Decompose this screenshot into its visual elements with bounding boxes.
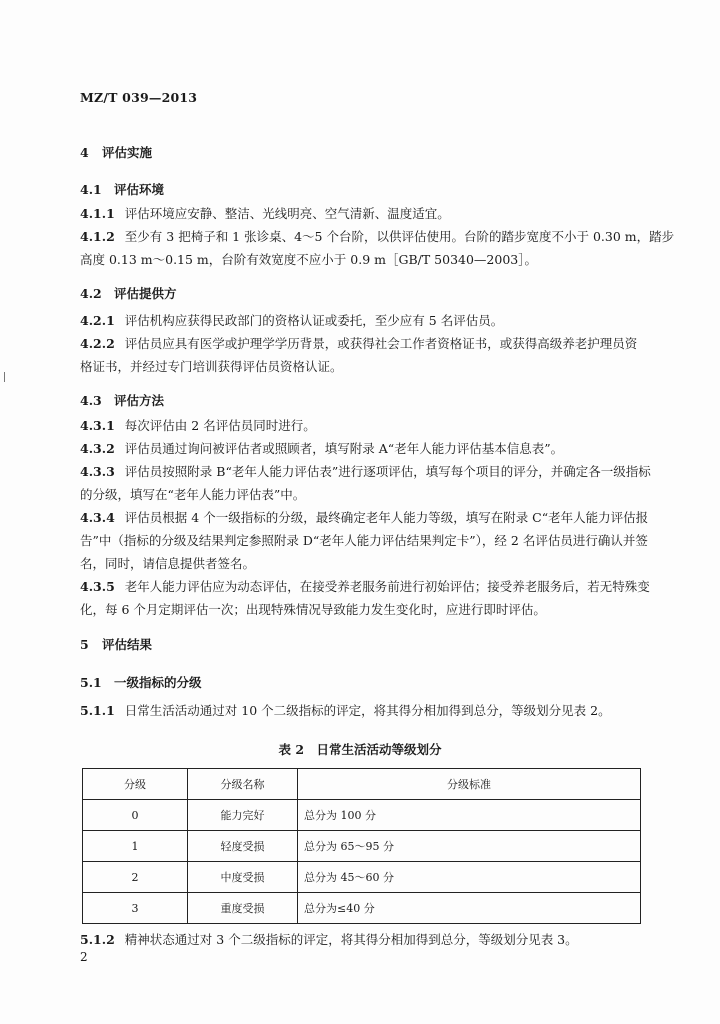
grade-criteria-cell: 总分为≤40 分 [298,893,641,924]
section-number: 5.1 [80,675,102,690]
clause-5-1-1 [80,699,640,722]
clause-4-3-4 [80,506,649,575]
grade-name-cell: 中度受损 [188,862,298,893]
clause-text: 化，每 6 个月定期评估一次；出现特殊情况导致能力发生变化时，应进行即时评估。 [80,602,546,617]
grade-level-cell: 2 [83,862,188,893]
table-row [83,893,641,924]
clause-text: 评估环境应安静、整洁、光线明亮、空气清新、温度适宜。 [124,206,450,221]
grade-level-cell: 1 [83,831,188,862]
clause-number: 4.1.2 [80,229,115,244]
clause-number: 4.3.5 [80,579,115,594]
table-caption: 表 2 日常生活活动等级划分 [278,742,442,757]
grade-name-cell: 能力完好 [188,800,298,831]
table-row [83,831,641,862]
section-5-heading [80,635,152,653]
clause-text: 老年人能力评估应为动态评估，在接受养老服务前进行初始评估；接受养老服务后，若无特殊变 [124,579,650,594]
clause-text: 每次评估由 2 名评估员同时进行。 [124,418,316,433]
grade-table [82,768,641,924]
clause-number: 4.2.2 [80,336,115,351]
grade-name-cell: 轻度受损 [188,831,298,862]
clause-4-3-2 [80,437,640,460]
column-header: 分级 [83,769,188,800]
section-5-1-heading [80,673,202,691]
clause-number: 5.1.1 [80,703,115,718]
clause-number: 4.3.3 [80,464,115,479]
clause-4-3-1 [80,414,640,437]
clause-text: 评估机构应获得民政部门的资格认证或委托，至少应有 5 名评估员。 [124,313,504,328]
clause-text: 精神状态通过对 3 个二级指标的评定，将其得分相加得到总分，等级划分见表 3。 [124,932,578,947]
grade-criteria-cell: 总分为 100 分 [298,800,641,831]
clause-text: 至少有 3 把椅子和 1 张诊桌、4～5 个台阶，以供评估使用。台阶的踏步宽度不小于 0.30 m，踏步 [124,229,675,244]
grade-criteria-cell: 总分为 45～60 分 [298,862,641,893]
section-title: 评估方法 [114,393,165,408]
clause-text: 高度 0.13 m～0.15 m，台阶有效宽度不应小于 0.9 m［GB/T 50340—2003］。 [80,252,537,267]
section-4-1-heading [80,180,164,198]
section-number: 4.3 [80,393,102,408]
section-title: 一级指标的分级 [114,675,202,690]
clause-number: 4.3.1 [80,418,115,433]
scan-edge-mark [4,372,5,382]
page-number: 2 [80,950,88,964]
clause-text: 评估员根据 4 个一级指标的分级，最终确定老年人能力等级，填写在附录 C“老年人能力评估报 [124,510,649,525]
section-4-3-heading [80,391,164,409]
clause-number: 4.3.4 [80,510,115,525]
clause-text: 格证书，并经过专门培训获得评估员资格认证。 [80,359,343,374]
section-title: 评估结果 [102,637,153,652]
section-number: 5 [80,637,89,652]
section-title: 评估提供方 [114,286,177,301]
clause-4-1-2 [80,225,675,271]
clause-text: 名，同时，请信息提供者签名。 [80,556,256,571]
clause-4-3-5 [80,575,650,621]
clause-4-1-1 [80,202,640,225]
clause-4-2-2 [80,332,640,378]
section-4-heading [80,143,152,161]
clause-4-3-3 [80,460,651,506]
grade-level-cell: 0 [83,800,188,831]
column-header: 分级名称 [188,769,298,800]
clause-text: 的分级，填写在“老年人能力评估表”中。 [80,487,306,502]
section-title: 评估环境 [114,182,165,197]
section-4-2-heading [80,284,177,302]
table-row [83,862,641,893]
clause-number: 4.1.1 [80,206,115,221]
standard-code: MZ/T 039—2013 [80,90,198,105]
grade-name-cell: 重度受损 [188,893,298,924]
grade-level-cell: 3 [83,893,188,924]
clause-5-1-2 [80,928,640,951]
column-header: 分级标准 [298,769,641,800]
clause-text: 评估员通过询问被评估者或照顾者，填写附录 A“老年人能力评估基本信息表”。 [124,441,564,456]
clause-text: 日常生活活动通过对 10 个二级指标的评定，将其得分相加得到总分，等级划分见表 2。 [124,703,611,718]
grade-criteria-cell: 总分为 65～95 分 [298,831,641,862]
clause-number: 4.3.2 [80,441,115,456]
section-title: 评估实施 [102,145,153,160]
section-number: 4 [80,145,89,160]
clause-text: 告”中（指标的分级及结果判定参照附录 D“老年人能力评估结果判定卡”），经 2 名评估员进行确认并签 [80,533,648,548]
section-number: 4.1 [80,182,102,197]
clause-number: 4.2.1 [80,313,115,328]
table-header-row [83,769,641,800]
clause-text: 评估员应具有医学或护理学学历背景，或获得社会工作者资格证书，或获得高级养老护理员资 [124,336,638,351]
clause-4-2-1 [80,309,640,332]
table-row [83,800,641,831]
clause-number: 5.1.2 [80,932,115,947]
section-number: 4.2 [80,286,102,301]
clause-text: 评估员按照附录 B“老年人能力评估表”进行逐项评估，填写每个项目的评分，并确定各一级指标 [124,464,651,479]
